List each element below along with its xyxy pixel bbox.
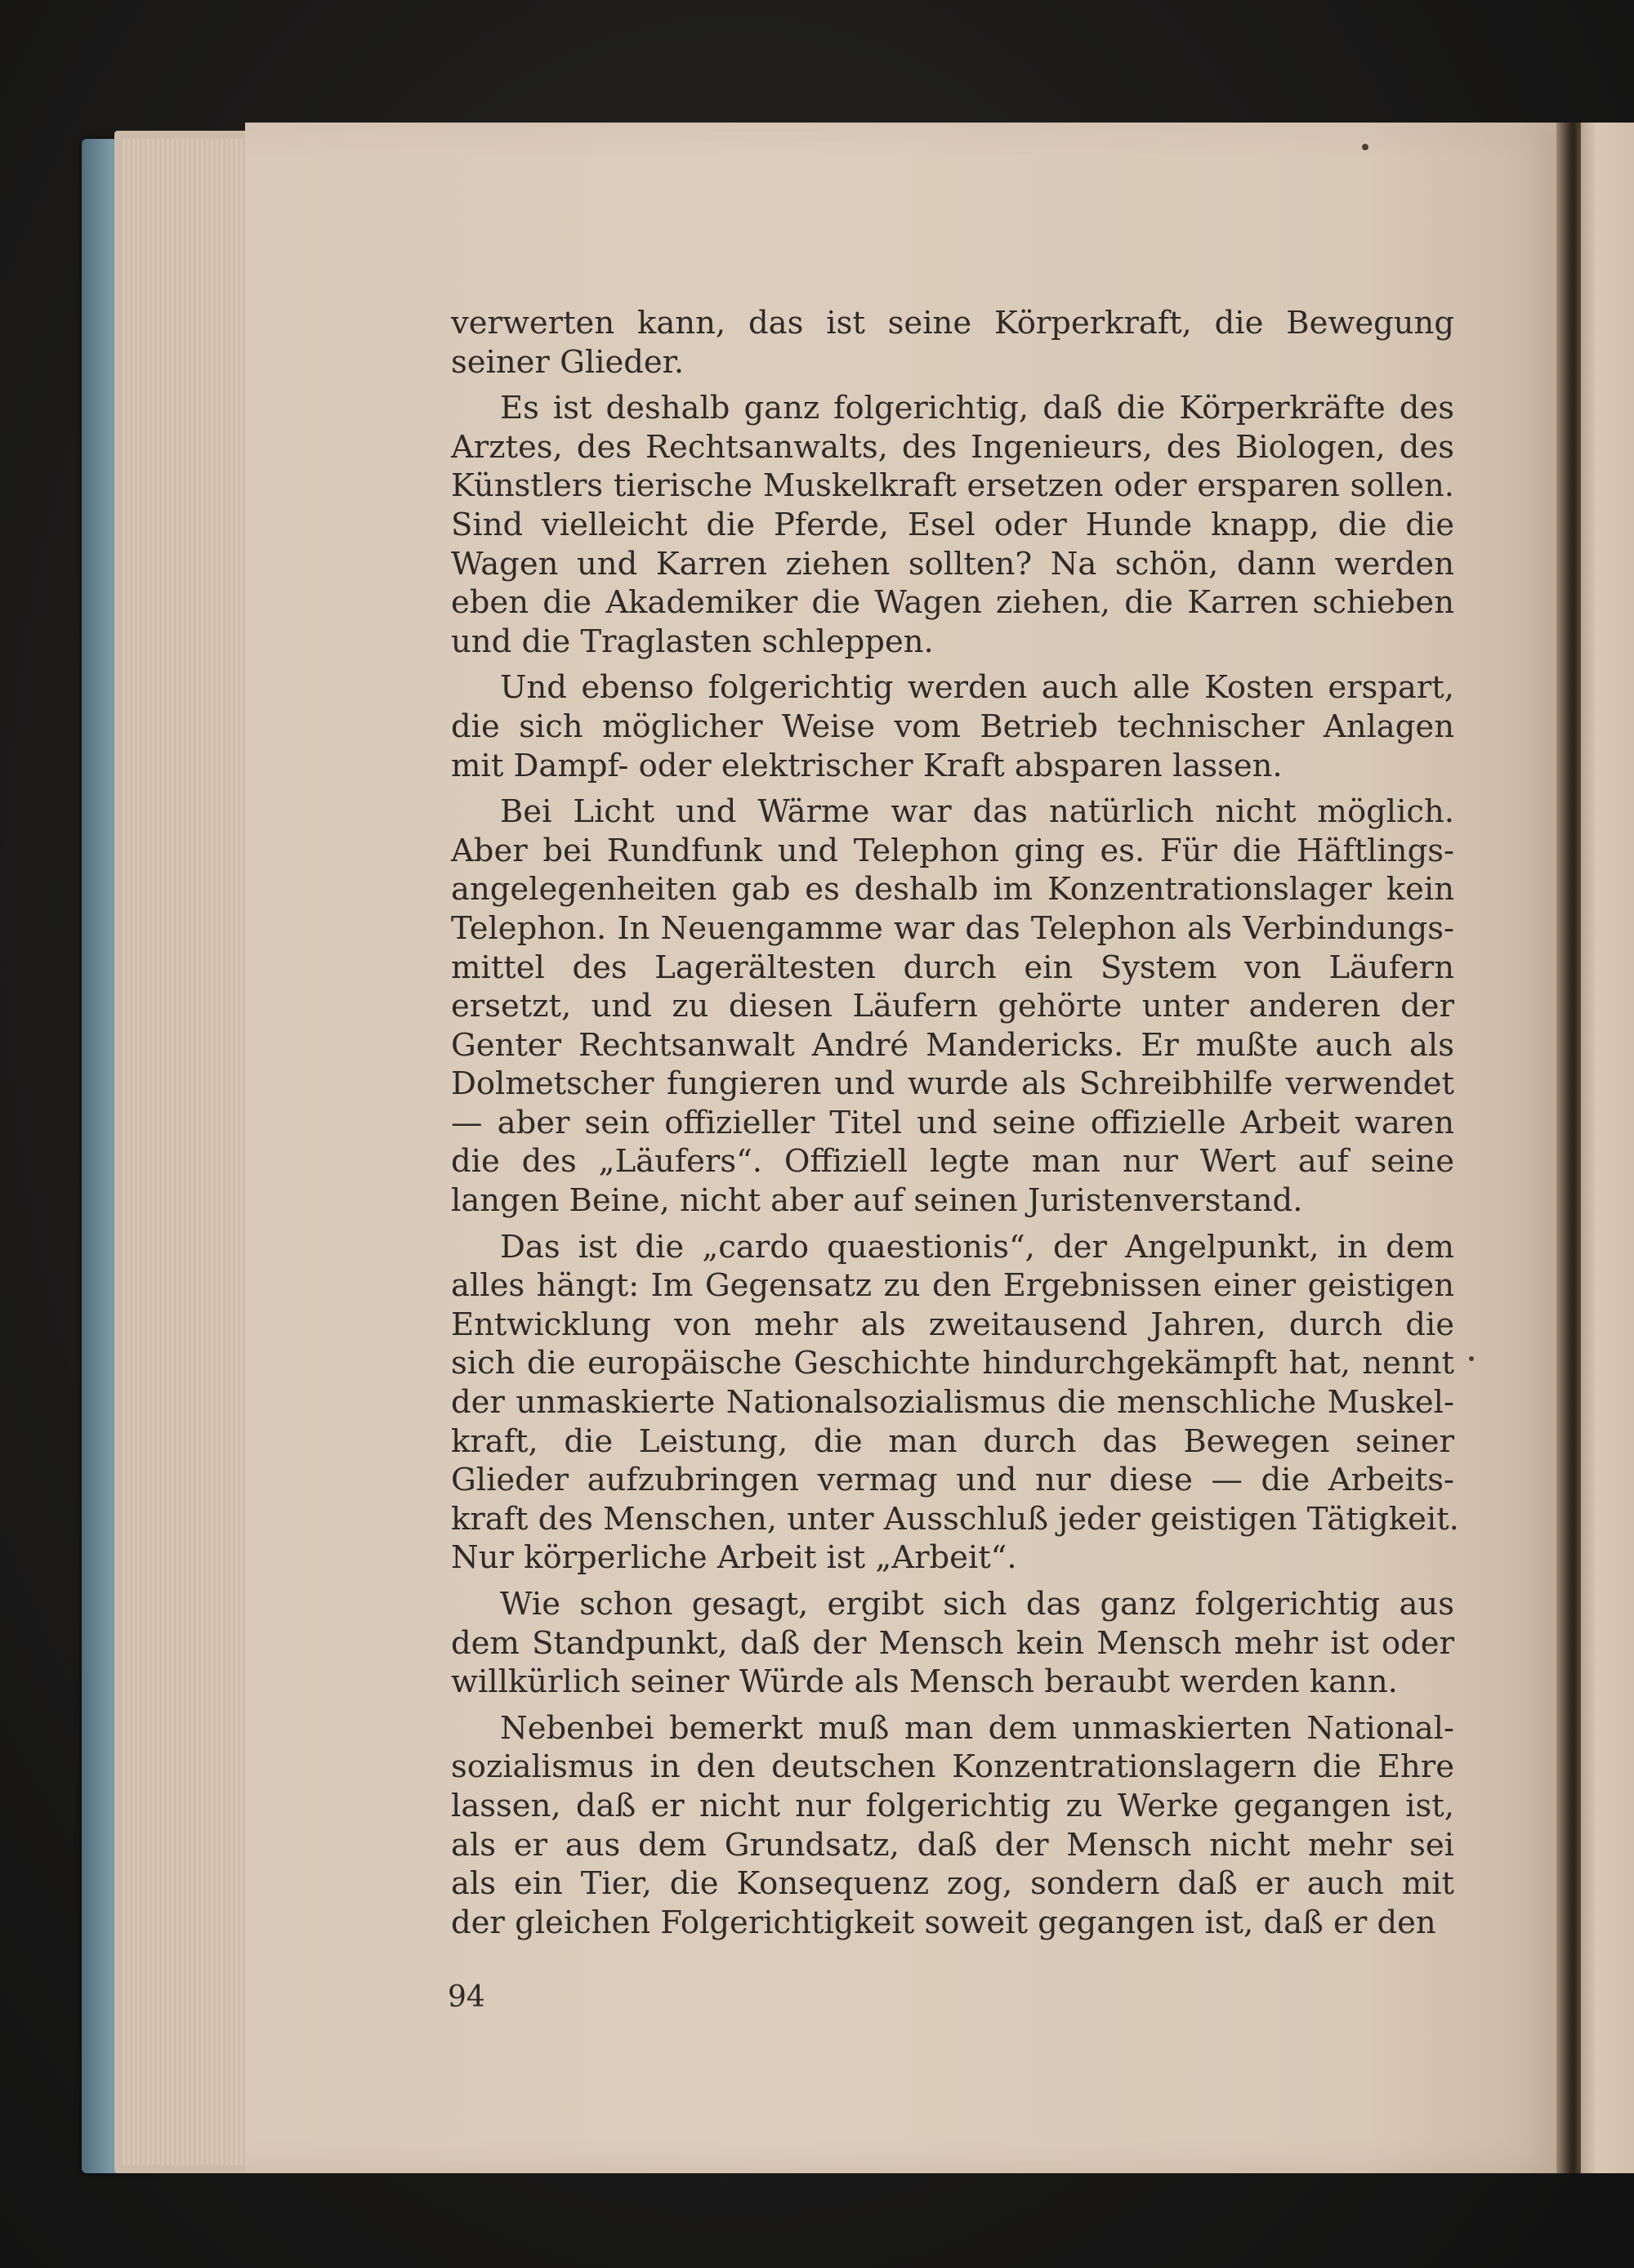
text-line: die sich möglicher Weise vom Betrieb technischer Anlagen <box>451 708 1454 745</box>
text-line: Bei Licht und Wärme war das natürlich nicht möglich. <box>500 793 1454 831</box>
text-line: alles hängt: Im Gegensatz zu den Ergebnissen einer geistigen <box>451 1267 1454 1305</box>
text-line: Glieder aufzubringen vermag und nur diese — die Arbeits- <box>451 1462 1454 1499</box>
text-line: Nur körperliche Arbeit ist „Arbeit“. <box>451 1539 1017 1577</box>
facing-page-edge <box>1581 123 1634 2173</box>
text-line: Genter Rechtsanwalt André Mandericks. Er mußte auch als <box>451 1026 1454 1064</box>
text-line: willkürlich seiner Würde als Mensch beraubt werden kann. <box>451 1663 1398 1701</box>
paper-speck <box>1362 144 1368 150</box>
text-line: Und ebenso folgerichtig werden auch alle Kosten erspart, <box>500 669 1454 707</box>
paragraph <box>451 1228 1459 1578</box>
text-line: und die Traglasten schleppen. <box>451 623 934 660</box>
paragraph <box>451 668 1454 785</box>
paragraph <box>451 792 1454 1221</box>
text-line: Es ist deshalb ganz folgerichtig, daß die Körperkräfte des <box>500 390 1454 427</box>
text-line: Dolmetscher fungieren und wurde als Schreibhilfe verwendet <box>451 1065 1454 1103</box>
paragraph <box>451 1709 1454 1943</box>
text-line: angelegenheiten gab es deshalb im Konzentrationslager kein <box>451 871 1454 909</box>
text-line: Sind vielleicht die Pferde, Esel oder Hunde knapp, die die <box>451 506 1454 543</box>
text-line: Aber bei Rundfunk und Telephon ging es. Für die Häftlings- <box>451 832 1454 869</box>
text-line: Wie schon gesagt, ergibt sich das ganz folgerichtig aus <box>500 1586 1454 1623</box>
text-line: lassen, daß er nicht nur folgerichtig zu Werke gegangen ist, <box>451 1787 1454 1824</box>
text-line: verwerten kann, das ist seine Körperkraft, die Bewegung <box>451 305 1454 342</box>
text-line: Künstlers tierische Muskelkraft ersetzen oder ersparen sollen. <box>451 467 1454 505</box>
text-line: Telephon. In Neuengamme war das Telephon als Verbindungs- <box>451 909 1454 947</box>
page-stack-edges <box>123 139 253 2165</box>
text-line: langen Beine, nicht aber auf seinen Juristenverstand. <box>451 1182 1303 1220</box>
text-line: eben die Akademiker die Wagen ziehen, die Karren schieben <box>451 584 1454 622</box>
text-line: der gleichen Folgerichtigkeit soweit gegangen ist, daß er den <box>451 1904 1436 1941</box>
text-line: als ein Tier, die Konsequenz zog, sondern daß er auch mit <box>451 1865 1454 1903</box>
text-line: als er aus dem Grundsatz, daß der Mensch nicht mehr sei <box>451 1826 1454 1864</box>
text-line: ersetzt, und zu diesen Läufern gehörte unter anderen der <box>451 988 1454 1025</box>
paragraph <box>451 389 1454 661</box>
text-line: Arztes, des Rechtsanwalts, des Ingenieurs, des Biologen, des <box>451 428 1454 466</box>
text-line: der unmaskierte Nationalsozialismus die menschliche Muskel- <box>451 1384 1454 1422</box>
paragraph <box>451 1585 1454 1702</box>
text-line: sozialismus in den deutschen Konzentrationslagern die Ehre <box>451 1748 1454 1786</box>
page-number: 94 <box>448 1980 485 2014</box>
paper-speck <box>1469 1356 1474 1361</box>
page-text <box>451 304 1459 1949</box>
text-line: Entwicklung von mehr als zweitausend Jahren, durch die <box>451 1306 1454 1343</box>
text-line: mit Dampf- oder elektrischer Kraft absparen lassen. <box>451 747 1283 784</box>
text-line: sich die europäische Geschichte hindurchgekämpft hat, nennt <box>451 1345 1454 1382</box>
text-line: dem Standpunkt, daß der Mensch kein Mensch mehr ist oder <box>451 1624 1454 1662</box>
text-line: Nebenbei bemerkt muß man dem unmaskierten National- <box>500 1709 1454 1747</box>
text-line: mittel des Lagerältesten durch ein System von Läufern <box>451 949 1454 986</box>
text-line: seiner Glieder. <box>451 343 685 381</box>
text-line: — aber sein offizieller Titel und seine offizielle Arbeit waren <box>451 1104 1454 1141</box>
text-line: die des „Läufers“. Offiziell legte man nur Wert auf seine <box>451 1143 1454 1181</box>
text-line: Wagen und Karren ziehen sollten? Na schön, dann werden <box>451 545 1454 583</box>
text-line: Das ist die „cardo quaestionis“, der Angelpunkt, in dem <box>500 1228 1454 1266</box>
text-line: kraft des Menschen, unter Ausschluß jeder geistigen Tätigkeit. <box>451 1500 1459 1538</box>
text-line: kraft, die Leistung, die man durch das Bewegen seiner <box>451 1422 1454 1460</box>
paragraph <box>451 304 1454 382</box>
